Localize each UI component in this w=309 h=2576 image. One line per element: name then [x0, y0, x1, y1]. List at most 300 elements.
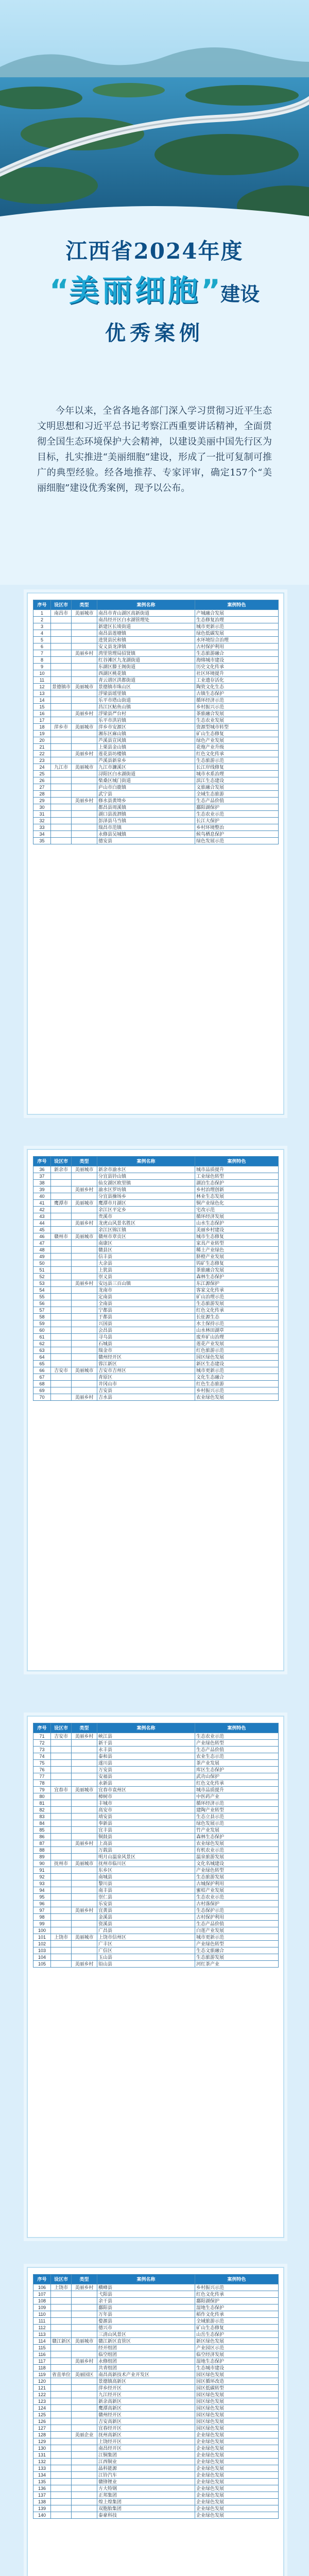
row-number: 88 — [33, 1847, 51, 1854]
row-city — [51, 1767, 72, 1773]
row-case-name: 鹰潭高新区 — [97, 2405, 195, 2412]
column-header-type: 类型 — [72, 1157, 97, 1166]
row-number: 13 — [33, 690, 51, 697]
row-type — [72, 2479, 97, 2485]
row-city — [51, 2318, 72, 2325]
table-row — [33, 1341, 279, 1347]
table-row — [33, 1887, 279, 1894]
row-case-feature: 茶旅融合发展 — [195, 710, 279, 717]
row-number: 23 — [33, 757, 51, 764]
row-case-name: 新余市渝水区 — [97, 1166, 195, 1173]
row-case-feature: 园区绿色发展 — [195, 2418, 279, 2425]
table-row — [33, 831, 279, 838]
row-case-name: 奉新县 — [97, 1820, 195, 1827]
row-case-feature: 产业绿色转型 — [195, 1867, 279, 1874]
row-number: 129 — [33, 2438, 51, 2445]
row-case-name: 庐山市白鹿镇 — [97, 784, 195, 791]
row-number: 130 — [33, 2445, 51, 2452]
row-case-feature: 生态产品价值 — [195, 798, 279, 804]
table-row — [33, 2304, 279, 2311]
row-type — [72, 1173, 97, 1180]
table-row — [33, 771, 279, 777]
row-type — [72, 804, 97, 811]
row-city: 省直单位 — [51, 2371, 72, 2378]
row-case-feature: 古镇生态保护 — [195, 690, 279, 697]
table-row — [33, 670, 279, 677]
row-number: 45 — [33, 1227, 51, 1233]
row-type — [72, 1274, 97, 1280]
table-header-row — [33, 1157, 279, 1166]
row-number: 73 — [33, 1747, 51, 1753]
row-case-feature: 农业绿色发展 — [195, 1394, 279, 1401]
row-city — [51, 1807, 72, 1814]
row-case-feature: 森林生态保护 — [195, 1834, 279, 1840]
table-row — [33, 2358, 279, 2365]
row-city — [51, 791, 72, 798]
row-type — [72, 2485, 97, 2492]
row-number: 6 — [33, 643, 51, 650]
row-case-name: 渝水区罗坊镇 — [97, 1187, 195, 1193]
row-type — [72, 2425, 97, 2432]
row-case-name: 青原区 — [97, 1374, 195, 1381]
row-number: 92 — [33, 1874, 51, 1880]
table-row — [33, 2378, 279, 2385]
row-case-feature: 产业绿色转型 — [195, 1941, 279, 1947]
row-number: 18 — [33, 724, 51, 731]
row-case-name: 青云谱区洪都街道 — [97, 677, 195, 684]
row-type: 美丽企业 — [72, 2432, 97, 2438]
row-city — [51, 2311, 72, 2318]
row-case-name: 瑞金市 — [97, 1347, 195, 1354]
row-city — [51, 2358, 72, 2365]
row-type — [72, 1307, 97, 1314]
row-number: 118 — [33, 2365, 51, 2371]
row-case-feature: 企业绿色发展 — [195, 2445, 279, 2452]
row-case-name: 上饶经开区 — [97, 2438, 195, 2445]
table-row — [33, 2405, 279, 2412]
row-city — [51, 798, 72, 804]
row-case-feature: 滨江生态建设 — [195, 777, 279, 784]
row-case-name: 安义县龙津镇 — [97, 643, 195, 650]
row-number: 79 — [33, 1787, 51, 1793]
table-row — [33, 2385, 279, 2392]
row-city — [51, 2378, 72, 2385]
row-city — [51, 1173, 72, 1180]
row-case-name: 红谷滩区九龙湖街道 — [97, 657, 195, 664]
row-type: 美丽城市 — [72, 1367, 97, 1374]
row-case-feature: 生态旅游发展 — [195, 1300, 279, 1307]
row-case-feature: 竹产业发展 — [195, 1827, 279, 1834]
table-row — [33, 1200, 279, 1207]
table-row — [33, 804, 279, 811]
row-number: 70 — [33, 1394, 51, 1401]
row-number: 114 — [33, 2338, 51, 2345]
row-case-feature: 企业绿色发展 — [195, 2452, 279, 2459]
row-type — [72, 831, 97, 838]
row-type — [72, 2392, 97, 2398]
row-type: 美丽城市 — [72, 684, 97, 690]
row-case-feature: 生态保护示范 — [195, 1907, 279, 1914]
row-case-feature: 生态旅游示范 — [195, 757, 279, 764]
row-case-feature: 美丽乡村建设 — [195, 1227, 279, 1233]
row-type — [72, 784, 97, 791]
row-type — [72, 1947, 97, 1954]
row-type — [72, 1814, 97, 1820]
row-type — [72, 1880, 97, 1887]
row-number: 31 — [33, 811, 51, 818]
row-city — [51, 1941, 72, 1947]
row-city — [51, 690, 72, 697]
row-type: 美丽乡村 — [72, 2284, 97, 2291]
table-row — [33, 1767, 279, 1773]
row-number: 90 — [33, 1860, 51, 1867]
table-row — [33, 2345, 279, 2351]
row-case-feature: 企业绿色发展 — [195, 2472, 279, 2479]
table-row — [33, 1961, 279, 1968]
row-number: 93 — [33, 1880, 51, 1887]
row-city — [51, 2405, 72, 2412]
row-case-feature: 乡村环境整治 — [195, 824, 279, 831]
row-number: 136 — [33, 2485, 51, 2492]
table-row — [33, 2284, 279, 2291]
row-number: 134 — [33, 2472, 51, 2479]
row-case-feature: 循环经济发展 — [195, 1213, 279, 1220]
row-city — [51, 2425, 72, 2432]
title-sub: 优秀案例 — [105, 321, 204, 345]
row-city — [51, 1300, 72, 1307]
row-city — [51, 710, 72, 717]
table-row — [33, 697, 279, 704]
row-case-name: 黎川县 — [97, 1880, 195, 1887]
row-case-feature: 城市更新示范 — [195, 1367, 279, 1374]
row-case-name: 分宜县操场乡 — [97, 1193, 195, 1200]
row-number: 91 — [33, 1867, 51, 1874]
row-type — [72, 623, 97, 630]
row-city — [51, 1780, 72, 1787]
table-row — [33, 2499, 279, 2505]
table-row — [33, 1361, 279, 1367]
row-case-feature: 城市生态修复 — [195, 1233, 279, 1240]
row-case-feature: 绿色发展示范 — [195, 1820, 279, 1827]
row-type — [72, 1381, 97, 1387]
row-case-name: 乐安县 — [97, 1901, 195, 1907]
row-case-name: 莲花县坊楼镇 — [97, 751, 195, 757]
row-case-name: 资溪县 — [97, 1921, 195, 1927]
row-number: 128 — [33, 2432, 51, 2438]
row-type — [72, 1740, 97, 1747]
row-number: 27 — [33, 784, 51, 791]
table-row — [33, 1387, 279, 1394]
row-case-name: 宜春市袁州区 — [97, 1787, 195, 1793]
row-case-feature: 绿色发展示范 — [195, 838, 279, 844]
table-row — [33, 2412, 279, 2418]
table-row — [33, 1354, 279, 1361]
row-case-name: 金溪县 — [97, 1914, 195, 1921]
row-type — [72, 637, 97, 643]
row-city — [51, 1760, 72, 1767]
table-row — [33, 1894, 279, 1901]
row-type — [72, 1887, 97, 1894]
table-row — [33, 1860, 279, 1867]
row-number: 37 — [33, 1173, 51, 1180]
table-row — [33, 2291, 279, 2298]
row-case-name: 广昌县 — [97, 1927, 195, 1934]
row-city — [51, 2325, 72, 2331]
row-case-name: 定南县 — [97, 1294, 195, 1300]
table-row — [33, 677, 279, 684]
table-row — [33, 1267, 279, 1274]
row-type — [72, 1914, 97, 1921]
table-row — [33, 650, 279, 657]
table-row — [33, 777, 279, 784]
row-number: 76 — [33, 1767, 51, 1773]
row-case-name: 三清山风景区 — [97, 2331, 195, 2338]
row-city — [51, 1387, 72, 1394]
row-number: 137 — [33, 2492, 51, 2499]
table-row — [33, 1280, 279, 1287]
row-case-feature: 河红茶产业 — [195, 1961, 279, 1968]
row-case-feature: 企业绿色发展 — [195, 2479, 279, 2485]
row-case-feature: 绿色产业发展 — [195, 737, 279, 744]
row-case-feature: 中医药产业 — [195, 1793, 279, 1800]
column-header-feature: 案例特色 — [195, 1157, 279, 1166]
row-number: 69 — [33, 1387, 51, 1394]
row-case-feature: 乡村振兴示范 — [195, 2284, 279, 2291]
row-city — [51, 2398, 72, 2405]
table-row — [33, 717, 279, 724]
row-case-feature: 全域旅游示范 — [195, 2318, 279, 2325]
cases-table — [33, 1156, 279, 1401]
row-case-feature: 红色文化传承 — [195, 1780, 279, 1787]
row-case-name: 寻乌县 — [97, 1334, 195, 1341]
row-type — [72, 2459, 97, 2465]
row-type — [72, 630, 97, 637]
column-header-feature: 案例特色 — [195, 600, 279, 610]
row-number: 60 — [33, 1327, 51, 1334]
column-header-name: 案例名称 — [97, 1723, 195, 1733]
row-city: 景德镇市 — [51, 684, 72, 690]
row-city — [51, 1820, 72, 1827]
row-type — [72, 1807, 97, 1814]
row-case-feature: 茶产业发展 — [195, 1760, 279, 1767]
row-type — [72, 777, 97, 784]
row-case-feature: 绿色低碳发展 — [195, 630, 279, 637]
table-row — [33, 757, 279, 764]
row-number: 101 — [33, 1934, 51, 1941]
row-case-feature: 社区环境提升 — [195, 670, 279, 677]
row-city — [51, 2492, 72, 2499]
row-city — [51, 1314, 72, 1320]
table-row — [33, 1800, 279, 1807]
hero-banner — [0, 0, 309, 234]
table-row — [33, 764, 279, 771]
row-type — [72, 677, 97, 684]
row-number: 113 — [33, 2331, 51, 2338]
row-case-feature: 生态旅游融合 — [195, 650, 279, 657]
row-case-name: 正邦集团 — [97, 2492, 195, 2499]
row-number: 103 — [33, 1947, 51, 1954]
row-type — [72, 2351, 97, 2358]
table-row — [33, 1820, 279, 1827]
table-row — [33, 1927, 279, 1934]
row-case-feature: 古村保护利用 — [195, 643, 279, 650]
row-case-name: 宜丰县 — [97, 1827, 195, 1834]
row-city: 上饶市 — [51, 1934, 72, 1941]
row-number: 84 — [33, 1820, 51, 1827]
row-case-name: 景德镇市珠山区 — [97, 684, 195, 690]
row-case-name: 余江区平定乡 — [97, 1207, 195, 1213]
row-city — [51, 1307, 72, 1314]
row-number: 40 — [33, 1193, 51, 1200]
row-type — [72, 1954, 97, 1961]
row-case-name: 弋阳县 — [97, 2291, 195, 2298]
row-case-feature: 铜产业绿色化 — [195, 1200, 279, 1207]
row-type — [72, 2452, 97, 2459]
row-city — [51, 1954, 72, 1961]
table-row — [33, 1753, 279, 1760]
column-header-type: 类型 — [72, 2275, 97, 2284]
row-city — [51, 1907, 72, 1914]
row-city — [51, 2392, 72, 2398]
row-case-feature: 临空经济发展 — [195, 2351, 279, 2358]
table-row — [33, 2425, 279, 2432]
row-type — [72, 818, 97, 824]
table-row — [33, 2465, 279, 2472]
table-row — [33, 630, 279, 637]
row-city — [51, 2418, 72, 2425]
table-row — [33, 2311, 279, 2318]
row-number: 52 — [33, 1274, 51, 1280]
table-row — [33, 1780, 279, 1787]
row-case-name: 南康区 — [97, 1240, 195, 1247]
row-number: 39 — [33, 1187, 51, 1193]
row-city — [51, 1187, 72, 1193]
row-case-feature: 文化名城建设 — [195, 1860, 279, 1867]
row-city — [51, 1253, 72, 1260]
row-type — [72, 1253, 97, 1260]
row-case-feature: 红色生态旅游 — [195, 1381, 279, 1387]
row-city — [51, 1213, 72, 1220]
row-number: 96 — [33, 1901, 51, 1907]
row-city — [51, 1207, 72, 1213]
table-row — [33, 2452, 279, 2459]
row-case-name: 德兴市 — [97, 2325, 195, 2331]
row-case-feature: 湿地生态保护 — [195, 2304, 279, 2311]
row-case-name: 彭泽县马当镇 — [97, 818, 195, 824]
row-case-feature: 矿山生态修复 — [195, 2325, 279, 2331]
row-case-name: 大余县 — [97, 1260, 195, 1267]
row-case-feature: 钨矿生态修复 — [195, 1260, 279, 1267]
table-row — [33, 1166, 279, 1173]
row-type — [72, 2492, 97, 2499]
row-case-name: 泰和县 — [97, 1753, 195, 1760]
table-row — [33, 2438, 279, 2445]
row-number: 82 — [33, 1807, 51, 1814]
column-header-city: 设区市 — [51, 1723, 72, 1733]
row-city — [51, 744, 72, 751]
row-case-name: 西湖区桃花镇 — [97, 670, 195, 677]
row-number: 25 — [33, 771, 51, 777]
row-number: 127 — [33, 2425, 51, 2432]
row-city: 南昌市 — [51, 610, 72, 617]
row-case-name: 蓉江新区 — [97, 1361, 195, 1367]
row-type — [72, 2398, 97, 2405]
row-case-feature: 企业绿色发展 — [195, 2459, 279, 2465]
row-case-name: 景德镇高新区 — [97, 2378, 195, 2385]
row-city — [51, 1320, 72, 1327]
table-row — [33, 2432, 279, 2438]
row-case-feature: 鄱阳湖保护 — [195, 804, 279, 811]
row-city — [51, 1834, 72, 1840]
row-type — [72, 657, 97, 664]
row-case-name: 江西铜业 — [97, 2459, 195, 2465]
row-case-name: 余江区锦江镇 — [97, 1227, 195, 1233]
row-type: 美丽乡村 — [72, 1907, 97, 1914]
row-case-feature: 山水林田湖草 — [195, 1327, 279, 1334]
row-case-feature: 农业生态示范 — [195, 1753, 279, 1760]
row-type — [72, 697, 97, 704]
table-row — [33, 2479, 279, 2485]
row-number: 55 — [33, 1294, 51, 1300]
row-case-name: 抚州高新区 — [97, 2432, 195, 2438]
row-city: 吉安市 — [51, 1367, 72, 1374]
table-row — [33, 623, 279, 630]
row-city — [51, 1220, 72, 1227]
row-city — [51, 1854, 72, 1860]
table-row — [33, 1320, 279, 1327]
row-case-feature: 工业遗存活化 — [195, 677, 279, 684]
row-case-name: 芦溪县新泉乡 — [97, 757, 195, 764]
row-type — [72, 1374, 97, 1381]
row-case-feature: 稀土产业绿色 — [195, 1247, 279, 1253]
row-number: 80 — [33, 1793, 51, 1800]
row-number: 102 — [33, 1941, 51, 1947]
table-row — [33, 824, 279, 831]
row-city — [51, 2512, 72, 2519]
table-row — [33, 1173, 279, 1180]
table-row — [33, 1180, 279, 1187]
row-number: 81 — [33, 1800, 51, 1807]
row-city — [51, 2505, 72, 2512]
row-case-feature: 园区绿色发展 — [195, 2371, 279, 2378]
table-row — [33, 1854, 279, 1860]
row-city — [51, 1867, 72, 1874]
row-case-name: 高安市 — [97, 1807, 195, 1814]
quote-open: “ — [49, 273, 69, 308]
row-type — [72, 1240, 97, 1247]
row-type — [72, 757, 97, 764]
row-type — [72, 2499, 97, 2505]
row-number: 71 — [33, 1733, 51, 1740]
row-case-feature: 脐橙产业发展 — [195, 1253, 279, 1260]
table-row — [33, 1233, 279, 1240]
row-case-name: 浮梁县瑶里镇 — [97, 690, 195, 697]
row-case-feature: 企业绿色发展 — [195, 2432, 279, 2438]
row-city — [51, 1341, 72, 1347]
column-header-type: 类型 — [72, 1723, 97, 1733]
row-case-name: 昌江区鲇鱼山镇 — [97, 704, 195, 710]
row-case-feature: 乡村振兴示范 — [195, 704, 279, 710]
row-number: 135 — [33, 2479, 51, 2485]
row-number: 133 — [33, 2465, 51, 2472]
row-number: 109 — [33, 2304, 51, 2311]
row-case-feature: 生态农业示范 — [195, 1733, 279, 1740]
row-number: 139 — [33, 2505, 51, 2512]
row-number: 49 — [33, 1253, 51, 1260]
row-number: 14 — [33, 697, 51, 704]
row-case-feature: 产业园区示范 — [195, 2345, 279, 2351]
row-type: 美丽城市 — [72, 1233, 97, 1240]
